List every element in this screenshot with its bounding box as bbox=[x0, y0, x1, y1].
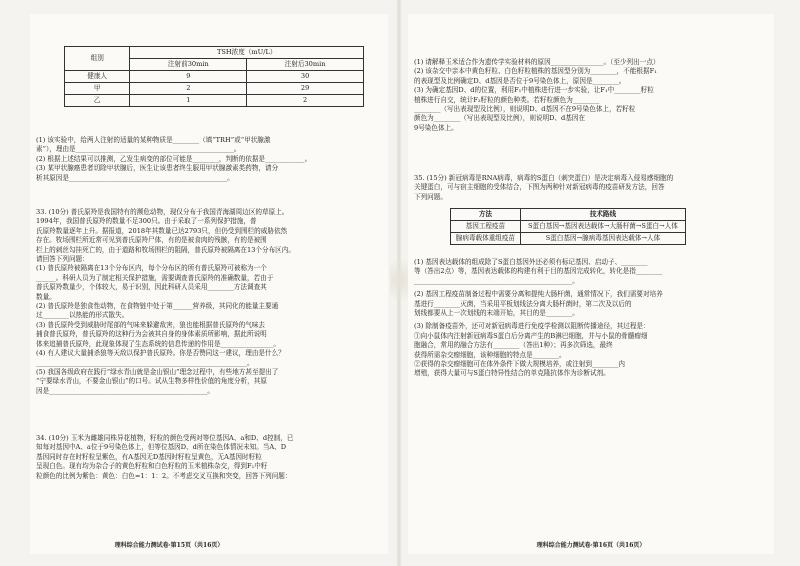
vaccine-method-table bbox=[450, 208, 686, 245]
text-line: ______。科研人员为了制定相关保护措施，需要调查普氏原羚的准确数量，若由于 bbox=[36, 273, 274, 282]
text-line: (2) 普氏原羚是独食性动物，在食物链中处于第______营养级，其同化的能量主要通 bbox=[36, 302, 279, 311]
table-header-before: 注射前30min bbox=[130, 59, 247, 71]
text-line: 关键蛋白，可与宿主细胞的受体结合，下图为两种针对新冠病毒的疫苗研发方法，回答 bbox=[414, 183, 665, 192]
text-line: 过________以热能的形式散失。 bbox=[36, 311, 129, 320]
page-footer-left: 理科综合能力测试卷·第15页（共16页） bbox=[114, 541, 224, 549]
table-header-group: 组别 bbox=[65, 47, 130, 71]
text-line: 增殖，获得大量可与S蛋白特异性结合的单克隆抗体作为诊断试剂。 bbox=[414, 369, 610, 378]
text-line: (1) 普氏原羚被隔离在13个分布区内，每个分布区的所有普氏原羚可被称为一个 bbox=[36, 264, 267, 273]
table-cell: 腺病毒载体重组疫苗 bbox=[451, 233, 521, 245]
text-line: 捕食普氏原羚，普氏原羚的这种行为会被其自身的身体素质所影响，据此所说明 bbox=[36, 330, 267, 339]
table-row bbox=[451, 221, 686, 233]
text-line: (2) 该杂交中亲本中黄色籽粒、白色籽粒植株的基因型分别为________，不能根据F₁ bbox=[414, 67, 657, 76]
text-line: 颜色为________（写出表现型及比例），则说明D、d基因在 bbox=[414, 114, 586, 123]
question-33 bbox=[36, 208, 382, 396]
text-line: 下列问题。 bbox=[414, 192, 447, 201]
right-page bbox=[408, 14, 774, 554]
text-line: ________________________________________________________________。 bbox=[36, 358, 254, 367]
text-line: “宁要绿水青山，不要金山银山”的口号。试从生物多样性价值的角度分析，其原 bbox=[36, 377, 267, 386]
question-35-intro bbox=[414, 174, 768, 202]
text-line: 素”），理由是________________________________________________。 bbox=[36, 145, 241, 154]
table-cell: 2 bbox=[247, 95, 364, 107]
table-header-title: TSH浓度（mU/L） bbox=[130, 47, 364, 59]
text-line: (2) 基因工程疫苗制备过程中需要分离和提纯大肠杆菌，通常情况下，我们需要对培养 bbox=[414, 290, 663, 299]
text-line: (1) 基因表达载体的组成除了S蛋白基因外还必须有标记基因、启动子、________ bbox=[414, 258, 648, 266]
text-line: 35. (15分) 新冠病毒是RNA病毒，病毒的S蛋白（刺突蛋白）是决定病毒入侵易感细胞的 bbox=[414, 174, 674, 182]
text-line: ①向小鼠体内注射新冠病毒S蛋白后分离产生的B淋巴细胞，并与小鼠的骨髓瘤细 bbox=[414, 331, 648, 340]
text-line: (3) 某甲状腺癌患者切除甲状腺后，医生让该患者终生服用甲状腺激素类药物，请分 bbox=[36, 164, 279, 173]
table-header-method: 方法 bbox=[451, 209, 521, 221]
table-cell: 30 bbox=[247, 71, 364, 83]
paper-shadow bbox=[390, 250, 410, 310]
question-35-parts bbox=[414, 258, 768, 379]
text-line: 等（答出2点）等，基因表达载体的构建有利于目的基因完成转化，转化是指________ bbox=[414, 267, 663, 276]
text-line: (3) 除制备疫苗外，还可对新冠病毒进行免疫学检测以阻断传播途径，其过程是： bbox=[414, 322, 650, 331]
text-line: (1) 请解释玉米适合作为遗传学实验材料的原因________________。（至少列出一点） bbox=[414, 58, 660, 66]
table-cell: 1 bbox=[130, 95, 247, 107]
text-line: 基进行________灭菌，当采用平板划线法分离大肠杆菌时，第二次及以后的 bbox=[414, 299, 632, 308]
table-header-after: 注射后30min bbox=[247, 59, 364, 71]
tsh-table bbox=[64, 46, 364, 107]
table-cell: 甲 bbox=[65, 83, 130, 95]
text-line: 因是________________________________________________。 bbox=[36, 386, 215, 395]
text-line: 体来追捕普氏原羚，此现象体现了生态系统的信息传递的作用是________________。 bbox=[36, 339, 280, 348]
text-line: 的表现型及比例确定D、d基因是否位于9号染色体上，原因是________。 bbox=[414, 76, 626, 85]
table-row bbox=[65, 95, 364, 107]
text-line: 栏上的刺丝勾挂死亡的，由于道路和牧场围栏的阻隔，普氏原羚被隔离在13个分布区内。 bbox=[36, 245, 295, 254]
text-line: 粒颜色的比例为紫色：黄色：白色=1：1：2。不考虑交叉互换和突变，回答下列问题： bbox=[36, 471, 292, 480]
table-cell: 基因工程疫苗 bbox=[451, 221, 521, 233]
table-cell: S蛋白基因→基因表达载体→大肠杆菌→S蛋白→人体 bbox=[520, 221, 685, 233]
table-row bbox=[65, 71, 364, 83]
text-line: 植株进行自交，统计F₂籽粒的颜色种类。若籽粒颜色为________ bbox=[414, 95, 600, 104]
text-line: 请回答下列问题： bbox=[36, 255, 89, 264]
text-line: 胞融合，常用的融合方法有________（答出1种）；再多次筛选，最终 bbox=[414, 341, 613, 350]
table-cell: 2 bbox=[130, 83, 247, 95]
text-line: ②获得的杂交瘤细胞可在体外条件下做大规模培养，或注射到________内 bbox=[414, 360, 625, 369]
table-cell: S蛋白基因→腺病毒基因表达载体→人体 bbox=[520, 233, 685, 245]
text-line: 数量。 bbox=[36, 292, 56, 301]
table-header-route: 技术路线 bbox=[520, 209, 685, 221]
text-line: 基因同时存在时籽粒呈紫色，有A基因无D基因时籽粒呈黄色，无A基因时籽粒 bbox=[36, 452, 262, 461]
question-34-intro bbox=[36, 434, 382, 481]
text-line: 1994年，我国普氏原羚的数量不足300只。由于采取了一系列保护措施，普 bbox=[36, 217, 257, 226]
text-line: 普氏原羚数量少，个体较大，易于识别，因此科研人员采用________方法调查其 bbox=[36, 283, 267, 292]
text-line: (5) 我国各级政府在践行“绿水青山就是金山银山”理念过程中，有些地方甚至提出了 bbox=[36, 367, 279, 376]
text-line: (4) 有人建议大量捕杀狼等天敌以保护普氏原羚。你是否赞同这一建议，理由是什么？ bbox=[36, 349, 285, 358]
table-row bbox=[451, 233, 686, 245]
text-line: 存在。牧场围栏所近常可见到普氏原羚尸体，有的是被食肉的残骸，有的是被围 bbox=[36, 236, 267, 245]
text-line: 9号染色体上。 bbox=[414, 123, 458, 132]
text-line: 获得所需杂交瘤细胞，该种细胞的特点是________。 bbox=[414, 350, 566, 359]
table-cell: 9 bbox=[130, 71, 247, 83]
text-line: (1) 该实验中，给两人注射的适量的某种物质是________（填“TRH”或“甲状腺激 bbox=[36, 136, 271, 144]
table-cell: 乙 bbox=[65, 95, 130, 107]
text-line: ________________________________________________。 bbox=[414, 276, 579, 285]
text-line: 析其原因是________________________________________________。 bbox=[36, 173, 234, 182]
text-line: 氏原羚数量逐年上升。据报道，2018年其数量已达2793只，但仍受到围栏的威胁依然 bbox=[36, 226, 288, 235]
table-cell: 29 bbox=[247, 83, 364, 95]
table-cell: 健康人 bbox=[65, 71, 130, 83]
text-line: ________（写出表现型及比例），则说明D、d基因不在9号染色体上，若籽粒 bbox=[414, 105, 636, 114]
question-32-parts bbox=[36, 136, 382, 183]
text-line: 呈现白色。现有均为杂合子的黄色籽粒和白色籽粒的玉米植株杂交，得到F₁中籽 bbox=[36, 462, 268, 471]
text-line: 划线都要从上一次划线的末端开始，其目的是________。 bbox=[414, 309, 579, 318]
text-line: 知每对基因中A、a位于9号染色体上，但等位基因D、d所在染色体情况未知。当A、D bbox=[36, 443, 287, 452]
page-footer-right: 理科综合能力测试卷·第16页（共16页） bbox=[536, 541, 646, 549]
table-row bbox=[65, 83, 364, 95]
text-line: (3) 为确定基因D、d的位置，利用F₁中植株进行进一步实验，让F₁中________籽粒 bbox=[414, 86, 654, 95]
text-line: 33. (10分) 普氏原羚是我国特有的濒危动物，现仅分布于我国青海湖周边区的草原上。 bbox=[36, 208, 289, 216]
question-34-parts bbox=[414, 58, 768, 133]
text-line: (3) 普氏原羚受到威胁时尾部的气味来躲避敌害，狼也能根据普氏原羚的气味去 bbox=[36, 320, 266, 329]
text-line: 34. (10分) 玉米为雌雄同株异花植物，籽粒的颜色受两对等位基因A、a和D、d控制，已 bbox=[36, 434, 294, 442]
left-page bbox=[30, 14, 388, 554]
text-line: (2) 根据上述结果可以推测，乙发生病变的部位可能是________，判断的依据是____________。 bbox=[36, 154, 312, 163]
